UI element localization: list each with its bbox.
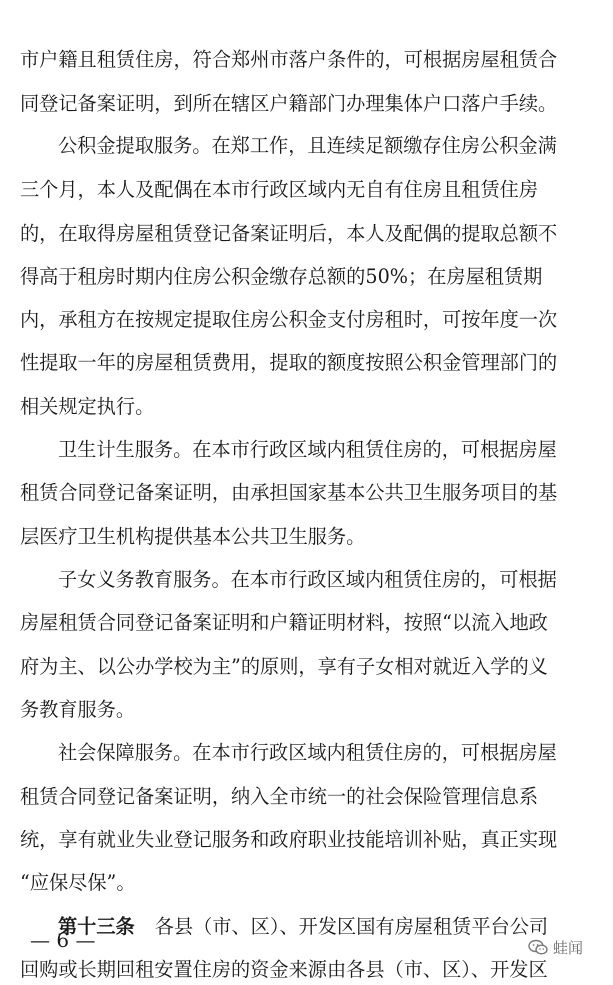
wechat-icon xyxy=(528,939,548,956)
text-line: 市户籍且租赁住房，符合郑州市落户条件的，可根据房屋租赁合 xyxy=(20,48,558,71)
text-line: 内，承租方在按规定提取住房公积金支付房租时，可按年度一次 xyxy=(20,308,558,331)
text-line: 同登记备案证明，到所在辖区户籍部门办理集体户口落户手续。 xyxy=(20,92,558,115)
text-line: 相关规定执行。 xyxy=(20,395,155,418)
text-line: 务教育服务。 xyxy=(20,698,136,721)
paragraph-health-service: 卫生计生服务。在本市行政区域内租赁住房的，可根据房屋 xyxy=(58,438,557,461)
article-label: 第十三条 xyxy=(58,915,135,938)
text-line: 统，享有就业失业登记服务和政府职业技能培训补贴，真正实现 xyxy=(20,828,558,851)
text-line: 府为主、以公办学校为主”的原则，享有子女相对就近入学的义 xyxy=(20,655,548,678)
watermark-text: 蛙闻 xyxy=(553,938,584,957)
text-line: 得高于租房时期内住房公积金缴存总额的50%；在房屋租赁期 xyxy=(20,265,543,288)
article-text: 各县（市、区）、开发区国有房屋租赁平台公司 xyxy=(154,915,549,938)
text-line: 层医疗卫生机构提供基本公共卫生服务。 xyxy=(20,525,366,548)
paragraph-social-security: 社会保障服务。在本市行政区域内租赁住房的，可根据房屋 xyxy=(58,741,557,764)
text-line: 回购或长期回租安置住房的资金来源由各县（市、区）、开发区 xyxy=(20,958,548,981)
text-line: 租赁合同登记备案证明，纳入全市统一的社会保险管理信息系 xyxy=(20,785,539,808)
paragraph-education-service: 子女义务教育服务。在本市行政区域内租赁住房的，可根据 xyxy=(58,568,557,591)
text-line: 房屋租赁合同登记备案证明和户籍证明材料，按照“以流入地政 xyxy=(20,611,548,634)
text-line: “应保尽保”。 xyxy=(20,871,136,894)
watermark xyxy=(528,935,583,959)
page-number: — 6 — xyxy=(30,928,96,952)
text-line: 租赁合同登记备案证明，由承担国家基本公共卫生服务项目的基 xyxy=(20,481,558,504)
text-line: 性提取一年的房屋租赁费用，提取的额度按照公积金管理部门的 xyxy=(20,351,558,374)
text-line: 的，在取得房屋租赁登记备案证明后，本人及配偶的提取总额不 xyxy=(20,222,558,245)
text-line: 三个月，本人及配偶在本市行政区域内无自有住房且租赁住房 xyxy=(20,178,539,201)
paragraph-housing-fund: 公积金提取服务。在郑工作，且连续足额缴存住房公积金满 xyxy=(58,134,557,157)
